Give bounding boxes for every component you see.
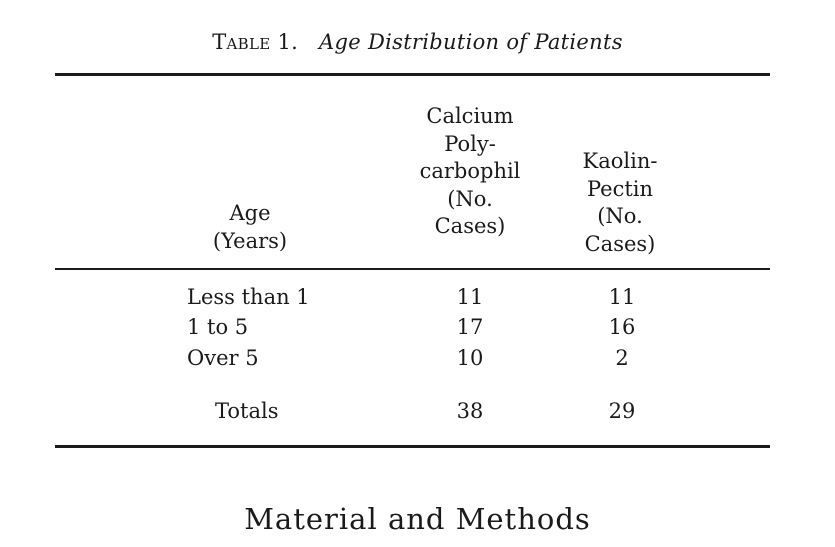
table-header-rule — [55, 268, 770, 270]
table-top-rule — [55, 73, 770, 76]
table-cell-age: Over 5 — [187, 346, 259, 370]
table-caption-title: Age Distribution of Patients — [319, 30, 623, 54]
table-totals-calcium: 38 — [456, 399, 484, 423]
table-cell-kaolin: 2 — [615, 346, 629, 370]
table-cell-kaolin: 11 — [608, 285, 636, 309]
table-cell-calcium: 11 — [456, 285, 484, 309]
column-header-age: Age (Years) — [212, 201, 288, 253]
table-bottom-rule — [55, 445, 770, 448]
table-cell-age: 1 to 5 — [187, 315, 249, 339]
table-cell-age: Less than 1 — [187, 285, 310, 309]
table-totals-label: Totals — [215, 399, 279, 423]
column-header-calcium-polycarbophil: Calcium Poly- carbophil (No. Cases) — [419, 104, 521, 238]
table-caption-label: Table 1. — [212, 30, 299, 54]
table-totals-kaolin: 29 — [608, 399, 636, 423]
table-cell-kaolin: 16 — [608, 315, 636, 339]
section-heading: Material and Methods — [244, 502, 591, 536]
table-cell-calcium: 10 — [456, 346, 484, 370]
column-header-kaolin-pectin: Kaolin- Pectin (No. Cases) — [582, 149, 658, 256]
table-caption — [0, 30, 835, 54]
table-cell-calcium: 17 — [456, 315, 484, 339]
